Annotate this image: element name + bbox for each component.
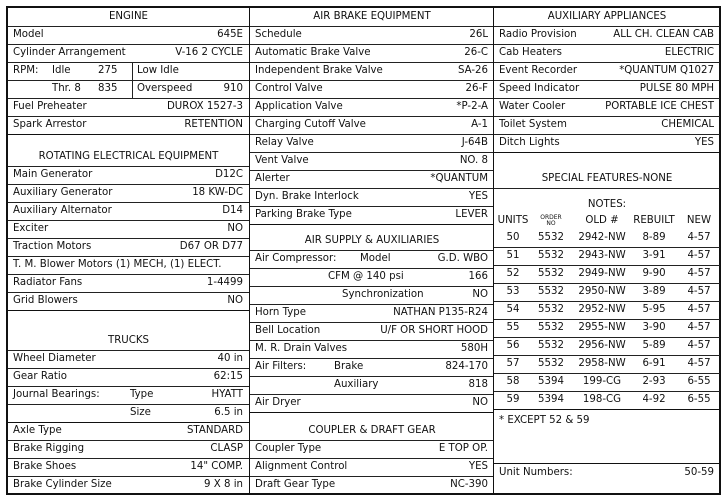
air-horn-row: Horn Type NATHAN P135-R24 <box>250 304 494 323</box>
special-features-title: SPECIAL FEATURES-NONE <box>494 170 720 189</box>
notes-title: NOTES: <box>587 199 627 210</box>
trucks-rigging-row: Brake Rigging CLASP <box>8 440 249 459</box>
auxiliary-section-title: AUXILIARY APPLIANCES <box>494 8 720 27</box>
column-air-brake-supply-coupler <box>249 8 494 493</box>
rotating-item-row: Radiator Fans 1-4499 <box>8 274 249 293</box>
air-brake-item-row: Schedule 26L <box>250 26 494 45</box>
notes-table-row: 52 5532 2949-NW 9-90 4-57 <box>494 265 720 284</box>
unit-numbers-row: Unit Numbers: 50-59 <box>494 463 720 482</box>
engine-rpm-idle-row: RPM: Idle 275 Low Idle <box>8 62 249 81</box>
air-supply-section-title: AIR SUPPLY & AUXILIARIES <box>250 232 494 251</box>
air-brake-item-row: Independent Brake Valve SA-26 <box>250 62 494 81</box>
air-brake-item-row: Parking Brake Type LEVER <box>250 206 494 225</box>
rotating-item-row: Main Generator D12C <box>8 166 249 185</box>
rotating-section-title: ROTATING ELECTRICAL EQUIPMENT <box>8 148 249 167</box>
notes-table-row: 56 5532 2956-NW 5-89 4-57 <box>494 337 720 356</box>
engine-throttle-row: Thr. 8 835 Overspeed 910 <box>8 80 249 99</box>
air-brake-item-row: Vent Valve NO. 8 <box>250 152 494 171</box>
air-brake-item-row: Dyn. Brake Interlock YES <box>250 188 494 207</box>
trucks-wheel-row: Wheel Diameter 40 in <box>8 350 249 369</box>
rotating-item-row: Exciter NO <box>8 220 249 239</box>
auxiliary-item-row: Speed Indicator PULSE 80 MPH <box>494 80 720 99</box>
air-aux-filter-row: Auxiliary 818 <box>250 376 494 395</box>
trucks-section-title: TRUCKS <box>8 332 249 351</box>
auxiliary-item-row: Radio Provision ALL CH. CLEAN CAB <box>494 26 720 45</box>
air-dryer-row: Air Dryer NO <box>250 394 494 413</box>
notes-table-row: 57 5532 2958-NW 6-91 4-57 <box>494 355 720 374</box>
air-brake-item-row: Application Valve *P-2-A <box>250 98 494 117</box>
rotating-item-row: T. M. Blower Motors (1) MECH, (1) ELECT. <box>8 256 249 275</box>
air-drain-row: M. R. Drain Valves 580H <box>250 340 494 359</box>
auxiliary-item-row: Water Cooler PORTABLE ICE CHEST <box>494 98 720 117</box>
auxiliary-item-row: Cab Heaters ELECTRIC <box>494 44 720 63</box>
air-brake-item-row: Automatic Brake Valve 26-C <box>250 44 494 63</box>
auxiliary-item-row: Toilet System CHEMICAL <box>494 116 720 135</box>
coupler-section-title: COUPLER & DRAFT GEAR <box>250 422 494 441</box>
locomotive-spec-sheet <box>6 6 721 495</box>
coupler-item-row: Draft Gear Type NC-390 <box>255 479 488 490</box>
air-brake-item-row: Alerter *QUANTUM <box>250 170 494 189</box>
coupler-item-row: Coupler Type E TOP OP. <box>250 440 494 459</box>
notes-table-row: 53 5532 2950-NW 3-89 4-57 <box>494 283 720 302</box>
air-sync-row: Synchronization NO <box>250 286 494 305</box>
auxiliary-item-row: Ditch Lights YES <box>494 134 720 153</box>
trucks-size-row: Size 6.5 in <box>8 404 249 423</box>
rotating-item-row: Auxiliary Alternator D14 <box>8 202 249 221</box>
air-brake-item-row: Relay Valve J-64B <box>250 134 494 153</box>
engine-spark-row: Spark Arrestor RETENTION <box>8 116 249 135</box>
air-bell-row: Bell Location U/F OR SHORT HOOD <box>250 322 494 341</box>
trucks-journal-row: Journal Bearings: Type HYATT <box>8 386 249 405</box>
column-auxiliary-notes <box>493 8 720 493</box>
trucks-axle-row: Axle Type STANDARD <box>8 422 249 441</box>
air-brake-item-row: Control Valve 26-F <box>250 80 494 99</box>
engine-model-row: Model 645E <box>8 26 249 45</box>
air-compressor-row: Air Compressor: Model G.D. WBO <box>250 250 494 269</box>
notes-table-row: 50 5532 2942-NW 8-89 4-57 <box>494 229 720 248</box>
rotating-item-row: Auxiliary Generator 18 KW-DC <box>8 184 249 203</box>
rotating-item-row: Traction Motors D67 OR D77 <box>8 238 249 257</box>
notes-header-row: UNITS ORDER NO OLD # REBUILT NEW <box>497 214 712 227</box>
engine-fuel-row: Fuel Preheater DUROX 1527-3 <box>8 98 249 117</box>
coupler-item-row: Alignment Control YES <box>250 458 494 477</box>
air-cfm-row: CFM @ 140 psi 166 <box>250 268 494 287</box>
engine-section-title: ENGINE <box>8 8 249 27</box>
trucks-cylinder-row: Brake Cylinder Size 9 X 8 in <box>13 479 243 490</box>
notes-table-row: 59 5394 198-CG 4-92 6-55 <box>494 391 720 410</box>
notes-table-row: 58 5394 199-CG 2-93 6-55 <box>494 373 720 392</box>
rotating-item-row: Grid Blowers NO <box>8 292 249 311</box>
air-filters-row: Air Filters: Brake 824-170 <box>250 358 494 377</box>
trucks-shoes-row: Brake Shoes 14" COMP. <box>8 458 249 477</box>
column-engine-electrical-trucks <box>8 8 249 493</box>
notes-table-row: 51 5532 2943-NW 3-91 4-57 <box>494 247 720 266</box>
auxiliary-item-row: Event Recorder *QUANTUM Q1027 <box>494 62 720 81</box>
notes-table-row: 54 5532 2952-NW 5-95 4-57 <box>494 301 720 320</box>
notes-table-row: 55 5532 2955-NW 3-90 4-57 <box>494 319 720 338</box>
air-brake-section-title: AIR BRAKE EQUIPMENT <box>250 8 494 27</box>
trucks-gear-row: Gear Ratio 62:15 <box>8 368 249 387</box>
notes-exception: * EXCEPT 52 & 59 <box>499 415 590 426</box>
engine-cylinder-row: Cylinder Arrangement V-16 2 CYCLE <box>8 44 249 63</box>
air-brake-item-row: Charging Cutoff Valve A-1 <box>250 116 494 135</box>
